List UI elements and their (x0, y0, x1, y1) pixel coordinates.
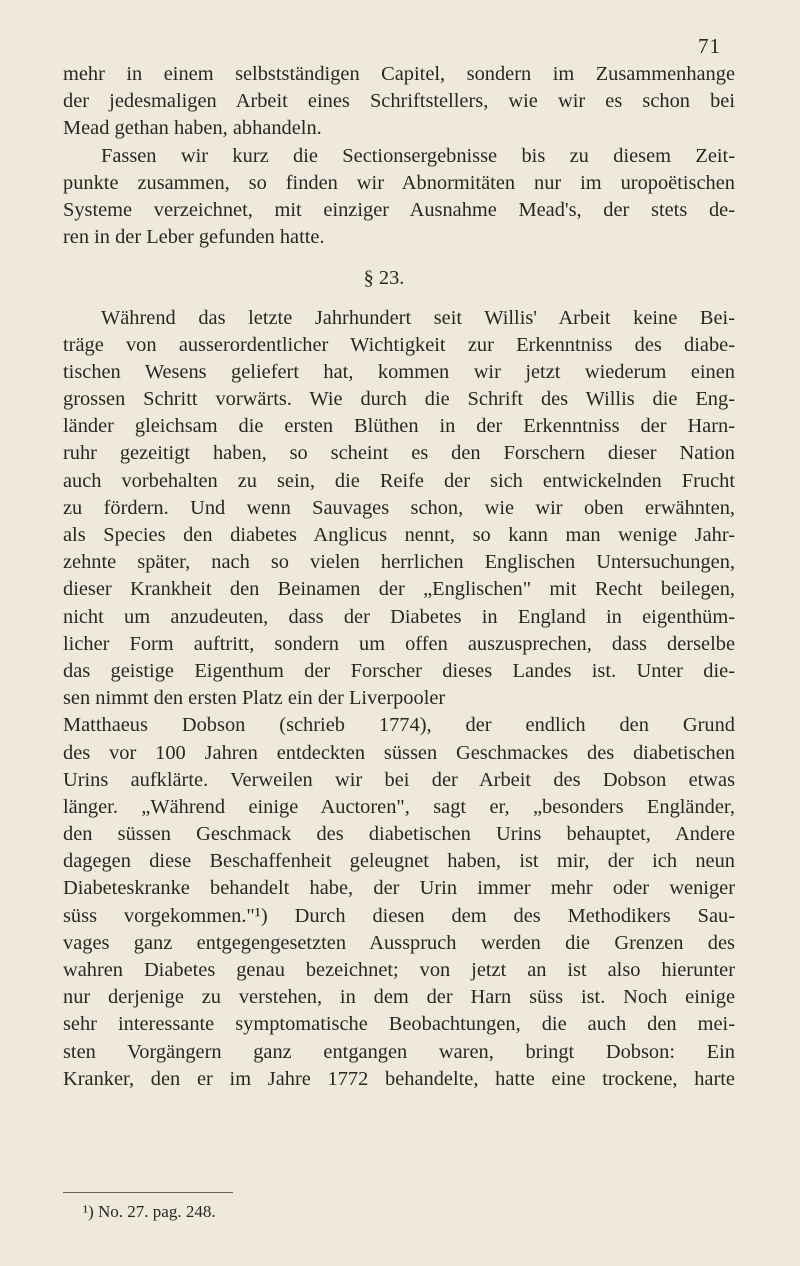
page-number: 71 (698, 34, 721, 58)
text-line: Diabeteskranke behandelt habe, der Urin immer mehr oder weniger (63, 877, 735, 900)
text-line: ren in der Leber gefunden hatte. (63, 226, 325, 249)
text-line: zu fördern. Und wenn Sauvages schon, wie wir oben erwähnten, (63, 496, 735, 519)
text-line: dagegen diese Beschaffenheit geleugnet haben, ist mir, der ich neun (63, 850, 735, 873)
footnote-text: No. 27. pag. 248. (98, 1202, 216, 1221)
paragraph-2 (63, 143, 735, 252)
text-line: ruhr gezeitigt haben, so scheint es den Forschern dieser Nation (63, 442, 735, 465)
text-line: wahren Diabetes genau bezeichnet; von jetzt an ist also hierunter (63, 959, 735, 981)
text-line: tischen Wesens geliefert hat, kommen wir jetzt wiederum einen (63, 360, 735, 383)
text-line: nicht um anzudeuten, dass der Diabetes in England in eigenthüm- (63, 605, 735, 628)
text-line: den süssen Geschmack des diabetischen Urins behauptet, Andere (63, 823, 735, 846)
section-heading: § 23. (363, 267, 405, 290)
text-line: licher Form auftritt, sondern um offen auszusprechen, dass derselbe (63, 632, 735, 655)
text-line: Kranker, den er im Jahre 1772 behandelte, hatte eine trockene, harte (63, 1067, 735, 1090)
text-line: mehr in einem selbstständigen Capitel, sondern im Zusammenhange (63, 63, 735, 85)
section-paragraph (63, 305, 735, 1093)
text-line: dieser Krankheit den Beinamen der „Englischen" mit Recht beilegen, (63, 578, 735, 601)
text-line: Urins aufklärte. Verweilen wir bei der Arbeit des Dobson etwas (63, 768, 735, 791)
text-line: zehnte später, nach so vielen herrlichen Englischen Untersuchungen, (63, 551, 735, 574)
text-line: das geistige Eigenthum der Forscher dieses Landes ist. Unter die- (63, 659, 735, 682)
text-line: punkte zusammen, so finden wir Abnormitäten nur im uropoëtischen (63, 171, 735, 194)
text-line: sehr interessante symptomatische Beobachtungen, die auch den mei- (63, 1013, 735, 1036)
text-line: Während das letzte Jahrhundert seit Willis' Arbeit keine Bei- (101, 306, 735, 329)
text-line: grossen Schritt vorwärts. Wie durch die Schrift des Willis die Eng- (63, 388, 735, 411)
footnote (83, 1202, 216, 1222)
text-line: länder gleichsam die ersten Blüthen in der Erkenntniss der Harn- (63, 415, 735, 438)
text-line: des vor 100 Jahren entdeckten süssen Geschmackes des diabetischen (63, 741, 735, 764)
text-line: Mead gethan haben, abhandeln. (63, 117, 322, 140)
body-text (63, 61, 735, 1093)
text-line: Fassen wir kurz die Sectionsergebnisse bis zu diesem Zeit- (101, 144, 735, 167)
text-line: auch vorbehalten zu sein, die Reife der sich entwickelnden Frucht (63, 469, 735, 492)
text-line: Systeme verzeichnet, mit einziger Ausnahme Mead's, der stets de- (63, 198, 735, 221)
footnote-marker: ¹) (83, 1202, 94, 1221)
text-line: vages ganz entgegengesetzten Ausspruch werden die Grenzen des (63, 931, 735, 954)
text-line: länger. „Während einige Auctoren", sagt er, „besonders Engländer, (63, 795, 735, 818)
paragraph-1 (63, 61, 735, 143)
text-line: sten Vorgängern ganz entgangen waren, bringt Dobson: Ein (63, 1040, 735, 1063)
text-line: träge von ausserordentlicher Wichtigkeit zur Erkenntniss des diabe- (63, 333, 735, 356)
text-line: sen nimmt den ersten Platz ein der Liverpooler (63, 687, 446, 710)
text-line: als Species den diabetes Anglicus nennt, so kann man wenige Jahr- (63, 524, 735, 546)
text-line: süss vorgekommen."¹) Durch diesen dem des Methodikers Sau- (63, 904, 735, 927)
text-line: Matthaeus Dobson (schrieb 1774), der endlich den Grund (63, 714, 735, 737)
text-line: nur derjenige zu verstehen, in dem der Harn süss ist. Noch einige (63, 986, 735, 1009)
text-line: der jedesmaligen Arbeit eines Schriftstellers, wie wir es schon bei (63, 90, 735, 113)
footnote-rule (63, 1192, 233, 1193)
